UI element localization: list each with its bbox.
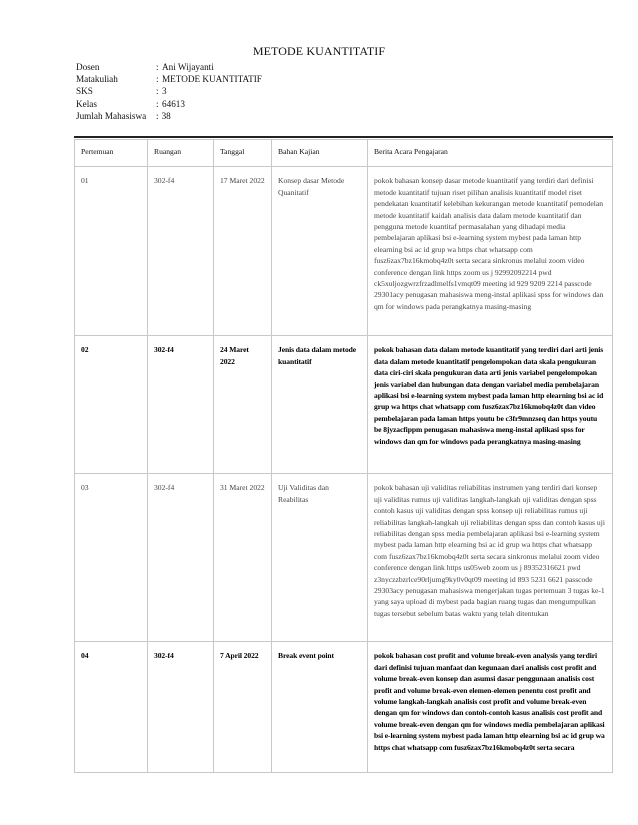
cell-berita-acara: pokok bahasan uji validitas reliabilitas instrumen yang terdiri dari konsep uji validitas rumus uji validitas langkah-langkah uji validitas dengan spss contoh kasus uji validitas dengan spss konsep uji reliabilitas rumus uji reliabilitas langkah-langkah uji reliabilitas dengan spss dan contoh kasus uji reliabilitas dengan spss media pembelajaran aplikasi bsi e-learning system mybest pada laman http elearning bsi ac id grup wa https chat whatsapp com fusz6zax7bz16kmobq4z0t serta secara sinkronus melalui zoom video conference dengan link https us05web zoom us j 89352316621 pwd z3nyczzbzrlce90rljumg9ky0v0qt09 meeting id 893 5231 6621 passcode 29303acy penugasan mahasiswa mengerjakan tugas pertemuan 3 tugas ke-1 yang saya upload di mybest pada bagian ruang tugas dan mengumpulkan tugas tersebut sebelum batas waktu yang telah ditentukan (368, 474, 613, 642)
cell-tanggal: 7 April 2022 (214, 642, 272, 773)
table-row (75, 642, 613, 773)
column-header-bahan-kajian: Bahan Kajian (272, 140, 368, 167)
cell-tanggal: 24 Maret 2022 (214, 336, 272, 474)
cell-tanggal: 31 Maret 2022 (214, 474, 272, 642)
cell-ruangan: 302-f4 (148, 336, 214, 474)
cell-pertemuan: 03 (75, 474, 148, 642)
column-header-ruangan: Ruangan (148, 140, 214, 167)
meta-row-dosen (76, 61, 262, 73)
cell-ruangan: 302-f4 (148, 474, 214, 642)
table-row (75, 336, 613, 474)
cell-berita-acara: pokok bahasan konsep dasar metode kuantitatif yang terdiri dari definisi metode kuantitatif tujuan riset pilihan analisis kuantitatif model riset pendekatan kuantitatif kelebihan kekurangan metode kuantitatif pemodelan metode kuantitatif kaidah analisis data dalam metode kuantitatif dan pengguna metode kuantitaf permasalahan yang dihadapi media pembelajaran aplikasi bsi e-learning system mybest pada laman http elearning bsi ac id grup wa https chat whatsapp com fusz6zax7bz16kmobq4z0t serta secara sinkronus melalui zoom video conference dengan link https zoom us j 92992092214 pwd ck5xuljozgwrzfrzadlmelfs1vmqt09 meeting id 929 9209 2214 passcode 29301acy penugasan mahasiswa meng-instal aplikasi spss for windows dan qm for windows pada perangkatnya masing-masing (368, 167, 613, 336)
cell-pertemuan: 04 (75, 642, 148, 773)
meta-separator: : (156, 86, 159, 97)
teaching-log-table (74, 139, 613, 773)
meta-row-kelas (76, 98, 262, 110)
meta-separator: : (156, 62, 159, 72)
cell-bahan-kajian: Uji Validitas dan Reabilitas (272, 474, 368, 642)
meta-value: 3 (162, 86, 167, 97)
cell-ruangan: 302-f4 (148, 642, 214, 773)
table-row (75, 167, 613, 336)
meta-row-sks (76, 85, 262, 97)
cell-pertemuan: 02 (75, 336, 148, 474)
meta-value: 64613 (162, 98, 185, 109)
meta-label: Matakuliah (76, 74, 118, 85)
meta-separator: : (156, 110, 159, 121)
meta-separator: : (156, 98, 159, 109)
cell-pertemuan: 01 (75, 167, 148, 336)
meta-label: Kelas (76, 98, 97, 109)
cell-berita-acara: pokok bahasan data dalam metode kuantitatif yang terdiri dari arti jenis data dalam metode kuantitatif pengelompokan data skala pengukuran data ciri-ciri skala pengukuran data arti jenis variabel pengelompokan jenis variabel dan hubungan data dengan variabel media pembelajaran aplikasi bsi e-learning system mybest pada laman http elearning bsi ac id grup wa https chat whatsapp com fusz6zax7bz16kmobq4z0t dan video pembelajaran pada laman https youtu be c3fr9mnzseq dan https youtu be 8jyzacfippm penugasan mahasiswa meng-instal aplikasi spss for windows dan qm for windows pada perangkatnya masing-masing (368, 336, 613, 474)
meta-value: METODE KUANTITATIF (162, 74, 262, 85)
meta-row-matakuliah (76, 73, 262, 85)
meta-value: Ani Wijayanti (162, 62, 214, 72)
cell-ruangan: 302-f4 (148, 167, 214, 336)
cell-bahan-kajian: Break event point (272, 642, 368, 773)
cell-bahan-kajian: Konsep dasar Metode Quanitatif (272, 167, 368, 336)
meta-row-jumlah-mahasiswa (76, 110, 262, 122)
column-header-tanggal: Tanggal (214, 140, 272, 167)
course-info (76, 61, 262, 122)
column-header-berita-acara: Berita Acara Pengajaran (368, 140, 613, 167)
meta-label: SKS (76, 86, 93, 97)
column-header-pertemuan: Pertemuan (75, 140, 148, 167)
meta-label: Jumlah Mahasiswa (76, 110, 147, 121)
header-divider (74, 136, 613, 138)
document-title: METODE KUANTITATIF (252, 44, 386, 58)
cell-berita-acara: pokok bahasan cost profit and volume break-even analysis yang terdiri dari definisi tujuan manfaat dan kegunaan dari analisis cost profit and volume break-even konsep dan asumsi dasar penggunaan analisis cost profit and volume break-even elemen-elemen penentu cost profit and volume langkah-langkah analisis cost profit and volume break-even dengan qm for windows dan contoh-contoh kasus analisis cost profit and volume break-even dengan qm for windows media pembelajaran aplikasi bsi e-learning system mybest pada laman http elearning bsi ac id grup wa https chat whatsapp com fusz6zax7bz16kmobq4z0t serta secara (368, 642, 613, 773)
cell-bahan-kajian: Jenis data dalam metode kuantitatif (272, 336, 368, 474)
meta-separator: : (156, 74, 159, 85)
table-row (75, 474, 613, 642)
meta-value: 38 (161, 110, 171, 121)
meta-label: Dosen (76, 62, 100, 72)
table-header-row (75, 140, 613, 167)
cell-tanggal: 17 Maret 2022 (214, 167, 272, 336)
